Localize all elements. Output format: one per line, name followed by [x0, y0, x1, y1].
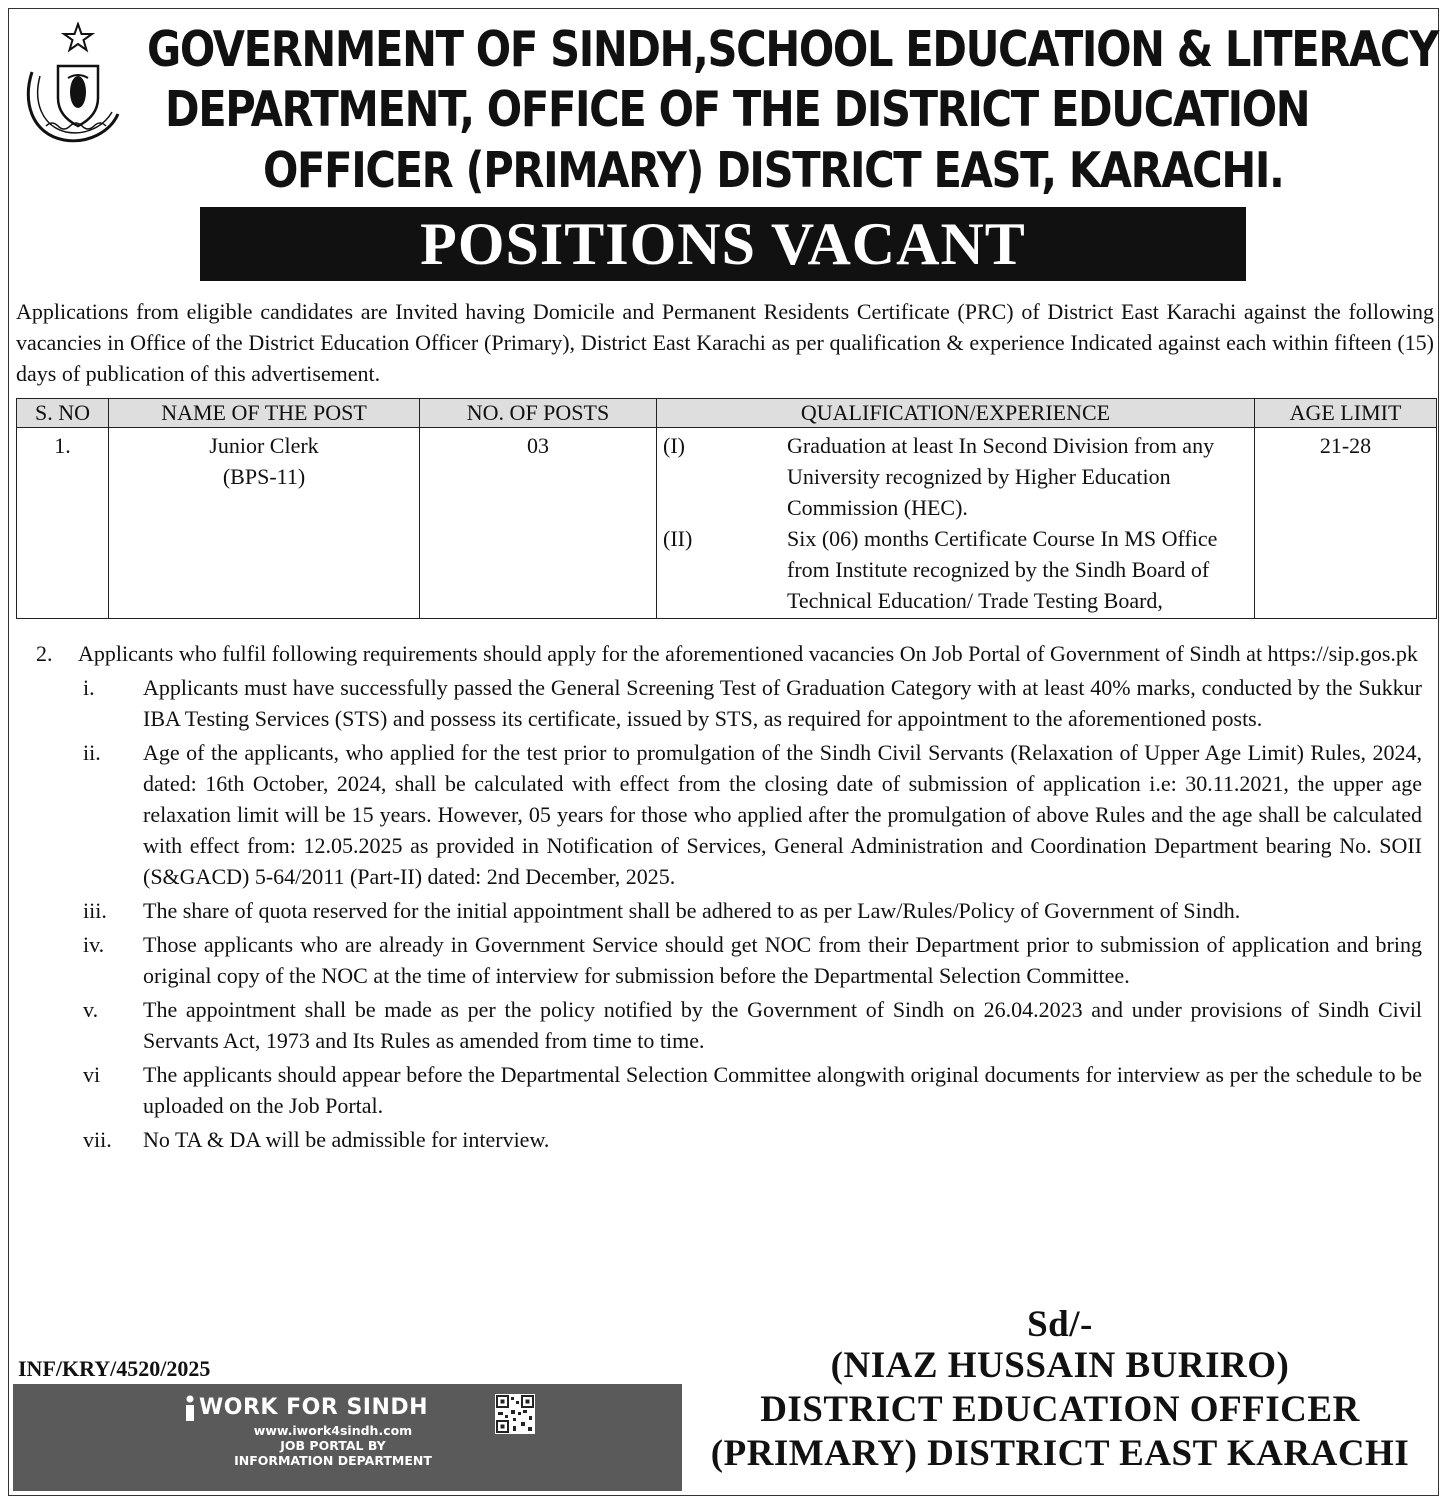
qualification-text: Six (06) months Certificate Course In MS Office from Institute recognized by the Sindh Board of Technical Education/ Trade Testing Board,	[787, 526, 1218, 613]
i-logo-icon	[183, 1394, 197, 1422]
qualification-item	[663, 430, 1248, 523]
list-item	[83, 895, 1422, 926]
table-header-row	[17, 399, 1437, 428]
item-number: vi	[83, 1062, 101, 1087]
item-number: iv.	[83, 932, 105, 957]
section-number: 2.	[36, 641, 53, 666]
item-text: Applicants must have successfully passed the General Screening Test of Graduation Category with at least 40% marks, conducted by the Sukkur IBA Testing Services (STS) and possess its certificate, issued by STS, as required for appointment to the aforementioned posts.	[143, 675, 1422, 731]
column-header-post: NAME OF THE POST	[109, 399, 420, 428]
list-item	[83, 1124, 1422, 1155]
item-text: The appointment shall be made as per the policy notified by the Government of Sindh on 26.04.2023 and under provisions of Sindh Civil Servants Act, 1973 and Its Rules as amended from time to time.	[143, 997, 1422, 1053]
signatory-title-1: DISTRICT EDUCATION OFFICER	[760, 1389, 1360, 1430]
list-item	[83, 672, 1422, 734]
item-text: The applicants should appear before the Departmental Selection Committee alongwith original documents for interview as per the schedule to be uploaded on the Job Portal.	[143, 1062, 1422, 1118]
item-number: ii.	[83, 740, 101, 765]
column-header-sno: S. NO	[17, 399, 109, 428]
requirements-section	[36, 638, 1422, 1158]
vacancy-table	[16, 398, 1437, 619]
item-text: Age of the applicants, who applied for the test prior to promulgation of the Sindh Civil Servants (Relaxation of Upper Age Limit) Rules, 2024, dated: 16th October, 2024, shall be calculated with effect from the closing date of submission of application i.e: 30.11.2021, the upper age relaxation limit will be 15 years. However, 05 years for those who applied after the promulgation of above Rules and the age shall be calculated with effect from: 12.05.2025 as provided in Notification of Services, General Administration and Coordination Department bearing No. SOII (S&GACD) 5-64/2011 (Part-II) dated: 2nd December, 2025.	[143, 740, 1422, 889]
portal-line-1: JOB PORTAL BY	[280, 1438, 386, 1453]
header-line-3: OFFICER (PRIMARY) DISTRICT EAST, KARACHI.	[263, 142, 1284, 199]
list-item	[83, 929, 1422, 991]
sindh-government-emblem-icon	[18, 22, 130, 147]
cell-sno: 1.	[17, 428, 109, 619]
cell-age: 21-28	[1255, 428, 1437, 619]
list-item	[83, 737, 1422, 892]
portal-url: www.iwork4sindh.com	[253, 1423, 413, 1438]
qr-code-icon	[495, 1394, 535, 1434]
header-line-1: GOVERNMENT OF SINDH,SCHOOL EDUCATION & LITERACY	[147, 21, 1438, 78]
column-header-count: NO. OF POSTS	[420, 399, 657, 428]
column-header-age: AGE LIMIT	[1255, 399, 1437, 428]
intro-paragraph: Applications from eligible candidates are Invited having Domicile and Permanent Residents Certificate (PRC) of District East Karachi against the following vacancies in Office of the District Education Officer (Primary), District East Karachi as per qualification & experience Indicated against each within fifteen (15) days of publication of this advertisement.	[16, 299, 1434, 386]
job-portal-banner	[13, 1384, 682, 1491]
list-item	[83, 1059, 1422, 1121]
item-text: The share of quota reserved for the initial appointment shall be adhered to as per Law/Rules/Policy of Government of Sindh.	[143, 898, 1241, 923]
cell-count: 03	[420, 428, 657, 619]
table-row	[17, 428, 1437, 619]
post-scale: (BPS-11)	[222, 464, 306, 489]
signatory-name: (NIAZ HUSSAIN BURIRO)	[830, 1345, 1290, 1386]
item-text: No TA & DA will be admissible for interview.	[143, 1127, 550, 1152]
cell-qualification	[657, 428, 1255, 619]
qualification-item	[663, 523, 1248, 616]
cell-post	[109, 428, 420, 619]
qualification-number: (II)	[663, 526, 693, 551]
section-text: Applicants who fulfil following requirements should apply for the aforementioned vacancies On Job Portal of Government of Sindh at https://sip.gos.pk	[78, 641, 1418, 666]
item-number: vii.	[83, 1127, 112, 1152]
item-number: iii.	[83, 898, 107, 923]
signatory-title-2: (PRIMARY) DISTRICT EAST KARACHI	[710, 1433, 1410, 1474]
item-text: Those applicants who are already in Government Service should get NOC from their Department prior to submission of application and bring original copy of the NOC at the time of interview for submission before the Departmental Selection Committee.	[143, 932, 1422, 988]
requirements-list	[36, 672, 1422, 1155]
requirements-intro	[36, 638, 1422, 669]
portal-brand: WORK FOR SINDH	[199, 1395, 429, 1420]
column-header-qualification: QUALIFICATION/EXPERIENCE	[657, 399, 1255, 428]
post-name: Junior Clerk	[209, 433, 319, 458]
item-number: i.	[83, 675, 95, 700]
header-line-2: DEPARTMENT, OFFICE OF THE DISTRICT EDUCATION	[165, 81, 1310, 138]
list-item	[83, 994, 1422, 1056]
item-number: v.	[83, 997, 99, 1022]
reference-number: INF/KRY/4520/2025	[18, 1356, 211, 1381]
portal-line-2: INFORMATION DEPARTMENT	[234, 1453, 432, 1468]
qualification-number: (I)	[663, 433, 685, 458]
positions-vacant-banner	[200, 207, 1246, 281]
qualification-text: Graduation at least In Second Division from any University recognized by Higher Education Commission (HEC).	[787, 433, 1215, 520]
signature-sd: Sd/-	[1027, 1304, 1093, 1345]
banner-title: POSITIONS VACANT	[420, 211, 1026, 277]
